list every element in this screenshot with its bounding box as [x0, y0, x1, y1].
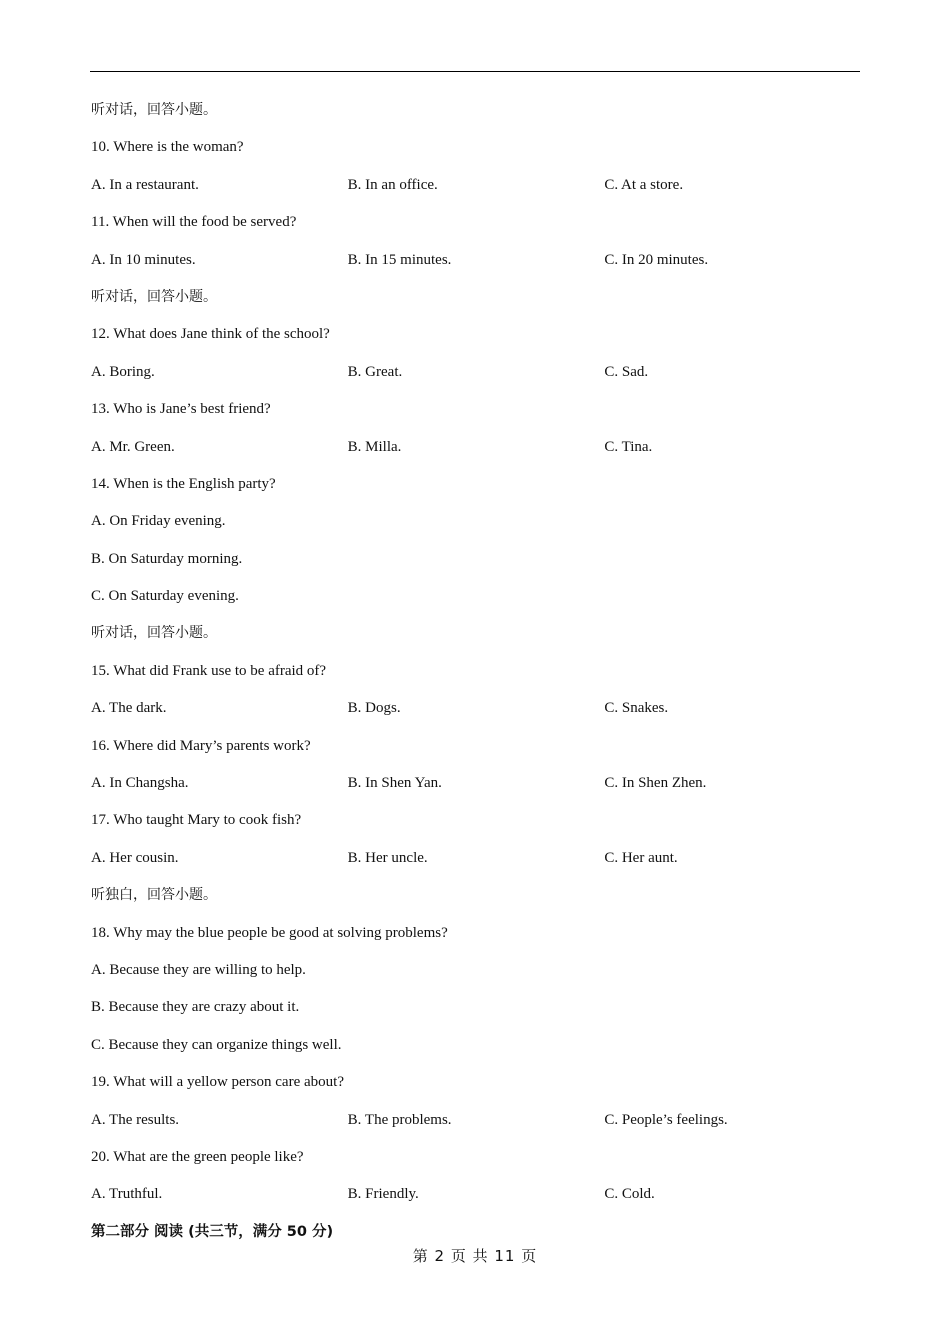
option-b: B. Her uncle.: [347, 849, 428, 866]
option-c: C. At a store.: [604, 176, 684, 193]
instruction-dialogue: 听对话，回答小题。: [91, 625, 217, 642]
question-stem: 12. What does Jane think of the school?: [91, 326, 330, 343]
instruction-monologue: 听独白，回答小题。: [91, 887, 217, 904]
option-a: A. The results.: [91, 1111, 180, 1128]
option-a: A. The dark.: [91, 700, 167, 717]
option-c: C. Snakes.: [604, 700, 669, 717]
instruction-dialogue: 听对话，回答小题。: [91, 288, 217, 305]
option-row: [91, 354, 861, 391]
section-title: 第二部分 阅读 (共三节，满分 50 分): [91, 1223, 334, 1240]
option-row: [91, 1176, 861, 1213]
question-stem: 15. What did Frank use to be afraid of?: [91, 662, 327, 679]
option-c: C. People’s feelings.: [604, 1111, 728, 1128]
option-row: [91, 1102, 861, 1139]
option-b: B. Dogs.: [347, 700, 401, 717]
option-c: C. On Saturday evening.: [91, 588, 239, 605]
option-row: [91, 242, 861, 279]
option-b: B. In an office.: [347, 176, 438, 193]
question-stem: 11. When will the food be served?: [91, 214, 297, 231]
option-b: B. Friendly.: [347, 1186, 419, 1203]
option-c: C. Cold.: [604, 1186, 655, 1203]
option-row: [91, 429, 861, 466]
question-stem: 13. Who is Jane’s best friend?: [91, 401, 271, 418]
option-c: C. Tina.: [604, 438, 653, 455]
option-a: A. Her cousin.: [91, 849, 179, 866]
option-a: A. Boring.: [91, 363, 155, 380]
question-stem: 18. Why may the blue people be good at solving problems?: [91, 924, 448, 941]
option-c: C. In Shen Zhen.: [604, 775, 707, 792]
question-stem: 10. Where is the woman?: [91, 139, 244, 156]
option-a: A. In 10 minutes.: [91, 251, 196, 268]
option-row: [91, 167, 861, 204]
option-row: [91, 765, 861, 802]
header-rule: [90, 71, 860, 72]
question-stem: 20. What are the green people like?: [91, 1148, 304, 1165]
question-stem: 19. What will a yellow person care about?: [91, 1074, 344, 1091]
option-a: A. In a restaurant.: [91, 176, 199, 193]
option-a: A. In Changsha.: [91, 775, 189, 792]
option-b: B. In 15 minutes.: [347, 251, 452, 268]
option-b: B. In Shen Yan.: [347, 775, 442, 792]
option-b: B. Great.: [347, 363, 403, 380]
page-footer: 第 2 页 共 11 页: [412, 1247, 538, 1265]
instruction-dialogue: 听对话，回答小题。: [91, 102, 217, 118]
option-a: A. Mr. Green.: [91, 438, 175, 455]
option-a: A. Truthful.: [91, 1186, 163, 1203]
option-b: B. Because they are crazy about it.: [91, 999, 300, 1016]
option-a: A. On Friday evening.: [91, 513, 226, 530]
question-stem: 14. When is the English party?: [91, 475, 276, 492]
option-b: B. The problems.: [347, 1111, 452, 1128]
option-b: B. On Saturday morning.: [91, 550, 243, 567]
option-c: C. In 20 minutes.: [604, 251, 709, 268]
option-b: B. Milla.: [347, 438, 402, 455]
option-row: [91, 690, 861, 727]
option-row: [91, 840, 861, 877]
option-c: C. Her aunt.: [604, 849, 678, 866]
question-stem: 17. Who taught Mary to cook fish?: [91, 812, 302, 829]
exam-content: [91, 92, 861, 1251]
option-a: A. Because they are willing to help.: [91, 961, 306, 978]
question-stem: 16. Where did Mary’s parents work?: [91, 737, 311, 754]
option-c: C. Sad.: [604, 363, 649, 380]
option-c: C. Because they can organize things well.: [91, 1036, 342, 1053]
